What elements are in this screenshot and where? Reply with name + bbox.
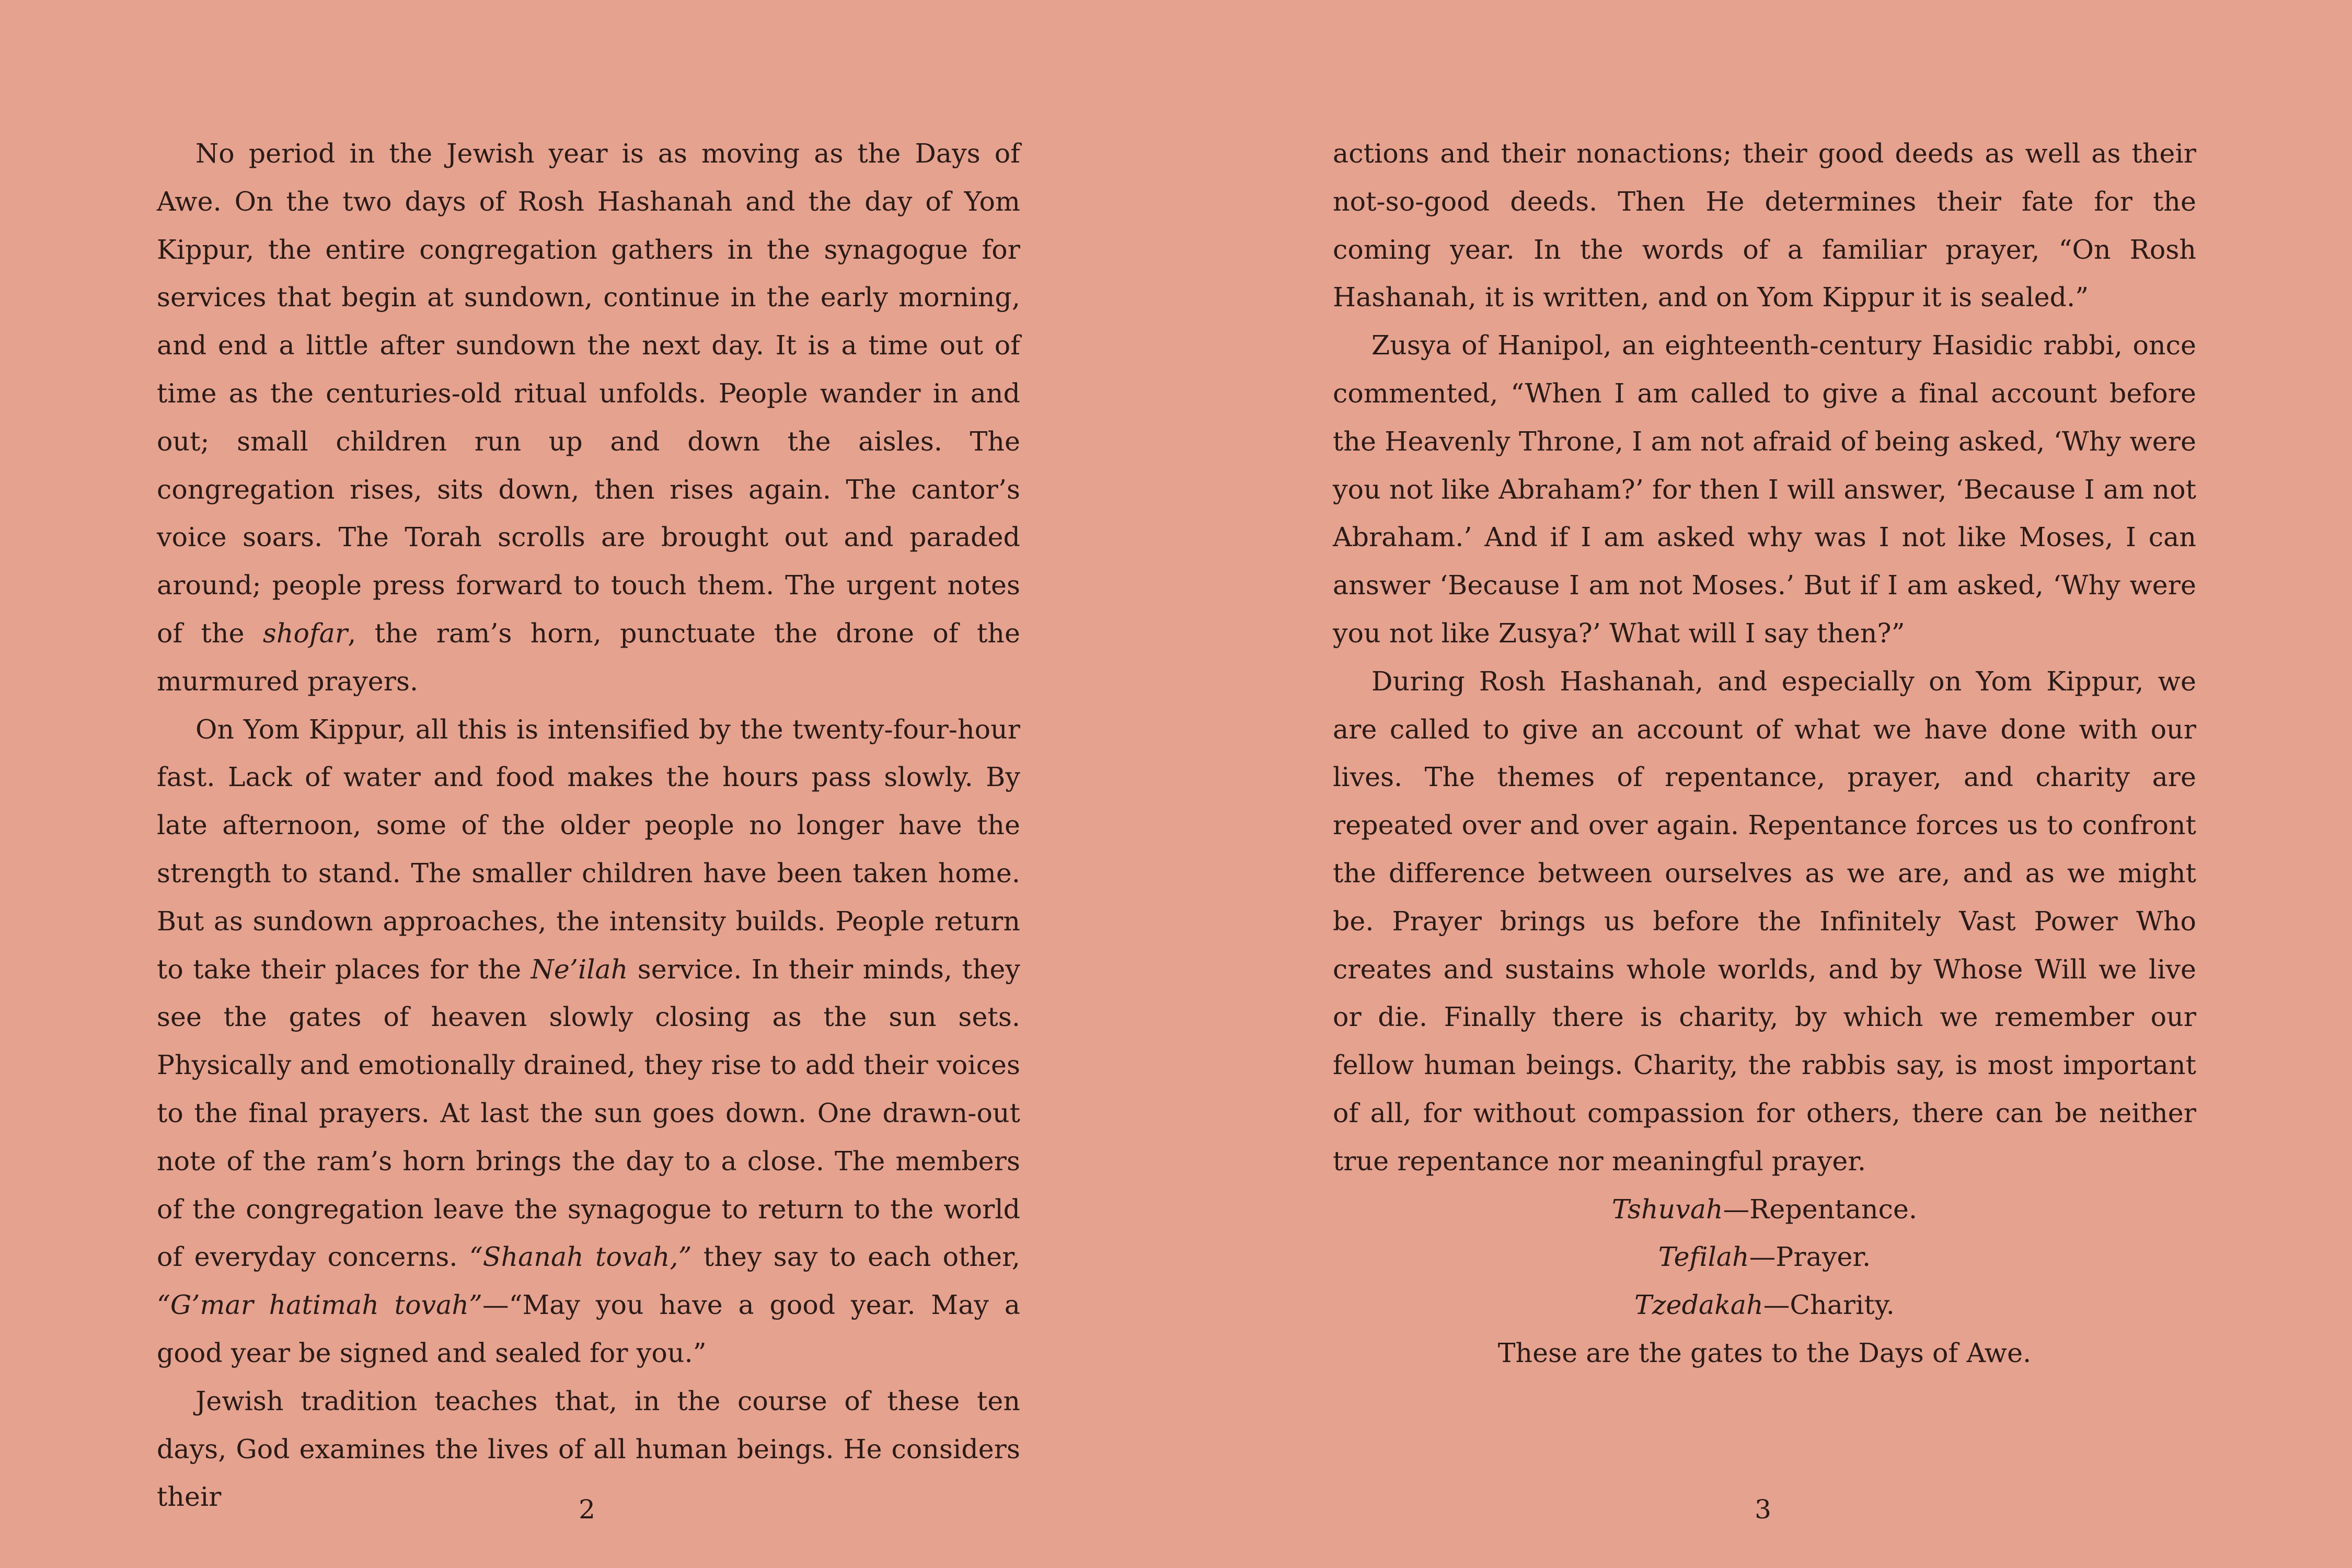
text-run: service. In their minds, they see the gates of heaven slowly closing as the sun sets. Physically and emotionally drained, they rise to add their voices to the final prayers. At last the sun goes down. One drawn-out note of the ram’s horn brings the day to a close. The members of the congregation leave the synagogue to return to the world of everyday concerns. <box>157 953 1021 1273</box>
gate-term: Tefilah <box>1658 1241 1749 1273</box>
text-run: On Yom Kippur, all this is intensified by the twenty-four-hour fast. Lack of water and food makes the hours pass slowly. By late afternoon, some of the older people no longer have the strength to stand. The smaller children have been taken home. But as sundown approaches, the intensity builds. People return to take their places for the <box>157 713 1020 985</box>
gate-meaning: —Repentance. <box>1723 1193 1918 1225</box>
body-paragraph <box>157 130 1020 706</box>
italic-term: “G’mar hatimah tovah” <box>157 1289 482 1321</box>
italic-term: “Shanah tovah,” <box>469 1241 692 1273</box>
gate-line <box>1333 1233 2196 1281</box>
continuation-paragraph: actions and their nonactions; their good deeds as well as their not-so-good deeds. Then He determines their fate for the coming year. In the words of a familiar prayer, “On Rosh Hashanah, it is written, and on Yom Kippur it is sealed.” <box>1333 138 2196 313</box>
gate-line <box>1333 1281 2196 1329</box>
closing-line: These are the gates to the Days of Awe. <box>1497 1337 2032 1368</box>
account-paragraph: During Rosh Hashanah, and especially on Yom Kippur, we are called to give an account of what we have done with our lives. The themes of repentance, prayer, and charity are repeated over and over again. Repentance forces us to confront the difference between ourselves as we are, and as we might be. Prayer brings us before the Infinitely Vast Power Who creates and sustains whole worlds, and by Whose Will we live or die. Finally there is charity, by which we remember our fellow human beings. Charity, the rabbis say, is most important of all, for without compassion for others, there can be neither true repentance nor meaningful prayer. <box>1333 665 2196 1177</box>
gate-term: Tzedakah <box>1634 1289 1763 1321</box>
text-run: they say to each other, <box>691 1241 1020 1273</box>
text-run: Jewish tradition teaches that, in the course of these ten days, God examines the lives of all human beings. He considers their <box>157 1385 1020 1513</box>
text-run: No period in the Jewish year is as moving as the Days of Awe. On the two days of Rosh Hashanah and the day of Yom Kippur, the entire congregation gathers in the synagogue for services that begin at sundown, continue in the early morning, and end a little after sundown the next day. It is a time out of time as the centuries-old ritual unfolds. People wander in and out; small children run up and down the aisles. The congregation rises, sits down, then rises again. The cantor’s voice soars. The Torah scrolls are brought out and paraded around; people press forward to touch them. The urgent notes of the <box>157 138 1020 649</box>
right-page <box>1176 0 2352 1568</box>
page-number-right: 3 <box>1755 1494 1771 1525</box>
text-run: —“May you have a good year. May a good year be signed and sealed for you.” <box>157 1289 1020 1368</box>
italic-term: shofar <box>262 617 348 649</box>
right-page-text <box>1333 130 2196 1377</box>
gate-meaning: —Prayer. <box>1749 1241 1871 1273</box>
italic-term: Ne’ilah <box>531 953 628 985</box>
left-page-text <box>157 130 1020 1521</box>
gate-term: Tshuvah <box>1611 1193 1723 1225</box>
text-run: , the ram’s horn, punctuate the drone of the murmured prayers. <box>157 617 1020 697</box>
zusya-paragraph: Zusya of Hanipol, an eighteenth-century Hasidic rabbi, once commented, “When I am called to give a final account before the Heavenly Throne, I am not afraid of being asked, ‘Why were you not like Abraham?’ for then I will answer, ‘Because I am not Abraham.’ And if I am asked why was I not like Moses, I can answer ‘Because I am not Moses.’ But if I am asked, ‘Why were you not like Zusya?’ What will I say then?” <box>1333 330 2196 649</box>
body-paragraph <box>157 706 1020 1377</box>
gates-list <box>1333 1185 2196 1377</box>
gate-meaning: —Charity. <box>1763 1289 1895 1321</box>
gate-line <box>1333 1185 2196 1233</box>
page-number-left: 2 <box>579 1494 595 1525</box>
